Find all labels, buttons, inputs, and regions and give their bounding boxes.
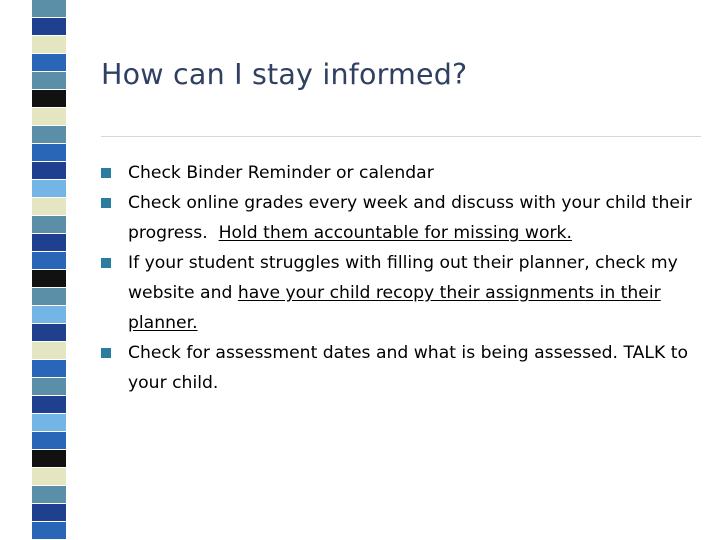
stripe-block (32, 378, 66, 396)
stripe-block (32, 432, 66, 450)
stripe-block (32, 54, 66, 72)
bullet-item (101, 188, 705, 248)
stripe-block (32, 522, 66, 540)
stripe-block (32, 360, 66, 378)
bullet-square-icon (101, 168, 111, 178)
stripe-block (32, 252, 66, 270)
bullet-square-icon (101, 198, 111, 208)
bullet-item (101, 158, 705, 188)
stripe-block (32, 36, 66, 54)
stripe-block (32, 90, 66, 108)
stripe-block (32, 162, 66, 180)
stripe-block (32, 342, 66, 360)
stripe-block (32, 450, 66, 468)
stripe-block (32, 306, 66, 324)
stripe-block (32, 396, 66, 414)
title-divider (101, 136, 701, 137)
stripe-block (32, 486, 66, 504)
bullet-square-icon (101, 258, 111, 268)
decorative-stripe (32, 0, 66, 540)
stripe-block (32, 144, 66, 162)
bullet-text: If your student struggles with filling out their planner, check my website and (128, 253, 684, 303)
bullet-text: Check for assessment dates and what is being assessed. TALK to your child. (128, 343, 688, 393)
stripe-block (32, 126, 66, 144)
stripe-block (32, 198, 66, 216)
stripe-block (32, 0, 66, 18)
stripe-block (32, 180, 66, 198)
stripe-block (32, 18, 66, 36)
stripe-block (32, 270, 66, 288)
stripe-block (32, 234, 66, 252)
stripe-block (32, 216, 66, 234)
bullet-list (101, 158, 705, 398)
bullet-underlined-text: Hold them accountable for missing work. (218, 223, 572, 243)
slide-title: How can I stay informed? (101, 58, 468, 91)
stripe-block (32, 414, 66, 432)
stripe-block (32, 72, 66, 90)
stripe-block (32, 108, 66, 126)
bullet-square-icon (101, 348, 111, 358)
stripe-block (32, 468, 66, 486)
stripe-block (32, 504, 66, 522)
bullet-text: Check Binder Reminder or calendar (128, 163, 434, 183)
bullet-underlined-text: have your child recopy their assignments in their planner. (128, 283, 661, 333)
bullet-item (101, 248, 705, 338)
stripe-block (32, 324, 66, 342)
bullet-text: Check online grades every week and discuss with your child their progress. (128, 193, 698, 243)
bullet-item (101, 338, 705, 398)
stripe-block (32, 288, 66, 306)
